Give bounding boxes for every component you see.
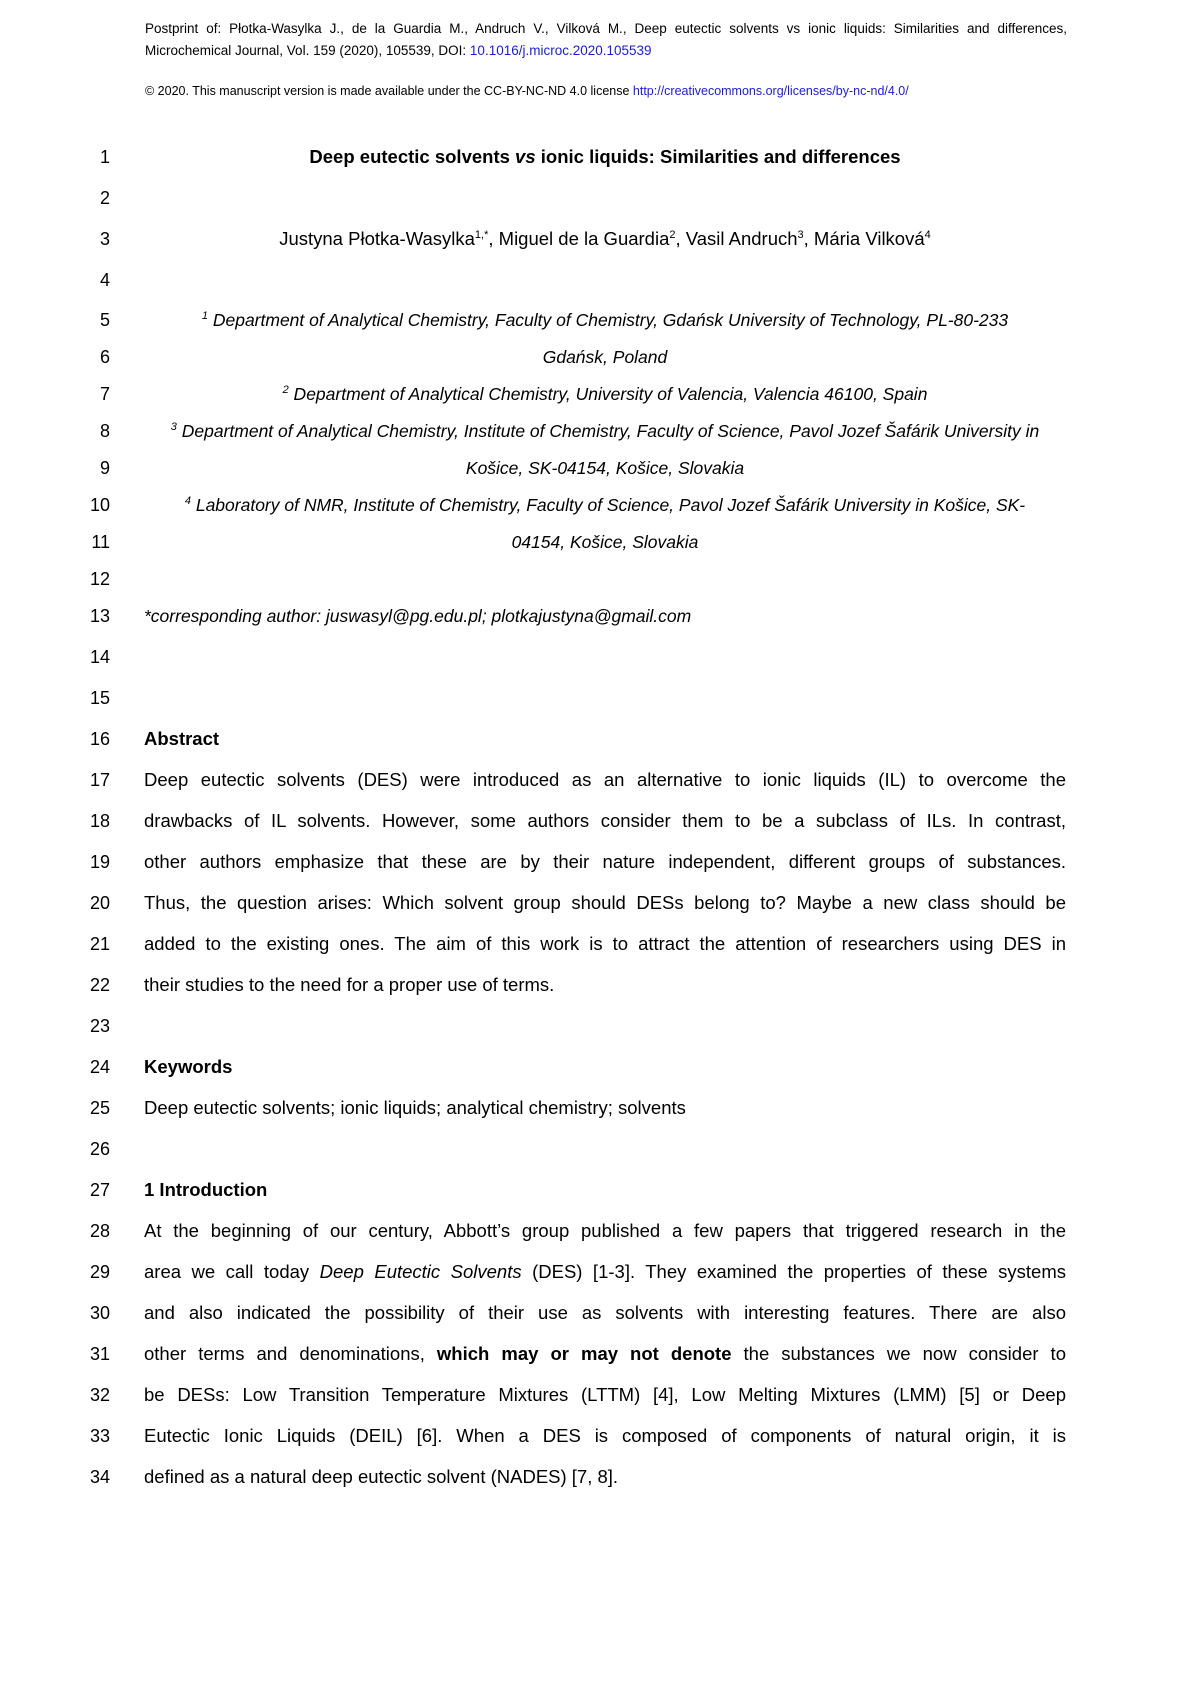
line-number: 34 xyxy=(89,1467,110,1487)
intro-line: be DESs: Low Transition Temperature Mixtures (LTTM) [4], Low Melting Mixtures (LMM) [5] or Deep xyxy=(144,1384,1066,1405)
keywords-text: Deep eutectic solvents; ionic liquids; analytical chemistry; solvents xyxy=(144,1097,686,1118)
line-number: 14 xyxy=(89,647,110,667)
affiliation-1-line-1 xyxy=(144,308,1066,332)
line-number: 10 xyxy=(89,495,110,515)
affil-3-text: Department of Analytical Chemistry, Institute of Chemistry, Faculty of Science, Pavol Jozef Šafárik University in xyxy=(176,421,1040,441)
author-2-affil: 2 xyxy=(669,228,676,241)
des-term: Deep Eutectic Solvents xyxy=(319,1261,522,1282)
line-number: 22 xyxy=(89,975,110,995)
intro-text: other terms and denominations, xyxy=(144,1343,437,1364)
line-number: 27 xyxy=(89,1180,110,1200)
line-number: 25 xyxy=(89,1098,110,1118)
keywords-heading: Keywords xyxy=(144,1056,233,1077)
line-number: 12 xyxy=(89,569,110,589)
line-number: 2 xyxy=(99,188,110,208)
author-list xyxy=(144,227,1066,251)
abstract-line: other authors emphasize that these are by their nature independent, different groups of substances. xyxy=(144,851,1066,872)
line-number: 33 xyxy=(89,1426,110,1446)
affil-2-text: Department of Analytical Chemistry, University of Valencia, Valencia 46100, Spain xyxy=(288,384,928,404)
author-3: , Vasil Andruch xyxy=(675,228,798,249)
line-number: 31 xyxy=(89,1344,110,1364)
line-number: 17 xyxy=(89,770,110,790)
license-link[interactable]: http://creativecommons.org/licenses/by-nc-nd/4.0/ xyxy=(632,84,909,98)
paper-title xyxy=(144,145,1066,169)
abstract-heading: Abstract xyxy=(144,728,220,749)
line-number: 32 xyxy=(89,1385,110,1405)
intro-line xyxy=(144,1260,1066,1284)
author-2: , Miguel de la Guardia xyxy=(488,228,670,249)
affil-4-text: Laboratory of NMR, Institute of Chemistry, Faculty of Science, Pavol Jozef Šafárik University in Košice, SK- xyxy=(190,495,1026,515)
intro-text: area we call today xyxy=(144,1261,320,1282)
affil-1-mark: 1 xyxy=(201,310,208,323)
line-number: 4 xyxy=(99,270,110,290)
citation-text: Postprint of: Płotka-Wasylka J., de la Guardia M., Andruch V., Vilková M., Deep eutectic solvents vs ionic liquids: Similarities and differences, Microchemical Journal, Vol. 159 (2020), 105539, DOI: xyxy=(145,21,1067,58)
title-vs: vs xyxy=(515,146,536,167)
affiliation-1-line-2: Gdańsk, Poland xyxy=(542,347,668,367)
intro-line: Eutectic Ionic Liquids (DEIL) [6]. When a DES is composed of components of natural origin, it is xyxy=(144,1425,1066,1446)
line-number: 21 xyxy=(89,934,110,954)
title-part-2: ionic liquids: Similarities and differences xyxy=(535,146,901,167)
line-number: 11 xyxy=(91,532,110,552)
line-number: 20 xyxy=(89,893,110,913)
intro-line: and also indicated the possibility of their use as solvents with interesting features. There are also xyxy=(144,1302,1066,1323)
abstract-line: drawbacks of IL solvents. However, some authors consider them to be a subclass of ILs. In contrast, xyxy=(144,810,1066,831)
affil-4-mark: 4 xyxy=(184,495,191,508)
intro-line: At the beginning of our century, Abbott’s group published a few papers that triggered research in the xyxy=(144,1220,1066,1241)
author-4: , Mária Vilková xyxy=(803,228,925,249)
license-text: © 2020. This manuscript version is made available under the CC-BY-NC-ND 4.0 license xyxy=(145,84,633,98)
line-number: 29 xyxy=(89,1262,110,1282)
line-number: 1 xyxy=(99,147,110,167)
author-4-affil: 4 xyxy=(924,228,931,241)
line-number: 9 xyxy=(99,458,110,478)
author-1-affil: 1,* xyxy=(474,228,489,241)
intro-line xyxy=(144,1342,1066,1366)
line-number: 16 xyxy=(89,729,110,749)
affiliation-4-line-2: 04154, Košice, Slovakia xyxy=(511,532,699,552)
line-number: 15 xyxy=(89,688,110,708)
author-1: Justyna Płotka-Wasylka xyxy=(279,228,475,249)
abstract-line: Deep eutectic solvents (DES) were introduced as an alternative to ionic liquids (IL) to overcome the xyxy=(144,769,1066,790)
intro-line: defined as a natural deep eutectic solvent (NADES) [7, 8]. xyxy=(144,1466,619,1487)
author-3-affil: 3 xyxy=(797,228,804,241)
corresponding-author: *corresponding author: juswasyl@pg.edu.pl; plotkajustyna@gmail.com xyxy=(144,606,692,626)
abstract-line: their studies to the need for a proper use of terms. xyxy=(144,974,555,995)
line-number: 23 xyxy=(89,1016,110,1036)
line-number: 13 xyxy=(89,606,110,626)
license-note xyxy=(145,80,1067,102)
affiliation-3-line-1 xyxy=(144,419,1066,443)
emphasis-text: which may or may not denote xyxy=(436,1343,732,1364)
line-number: 6 xyxy=(99,347,110,367)
affiliation-2 xyxy=(144,382,1066,406)
line-number: 19 xyxy=(89,852,110,872)
line-number: 8 xyxy=(99,421,110,441)
line-number: 7 xyxy=(99,384,110,404)
intro-text: the substances we now consider to xyxy=(731,1343,1066,1364)
line-number: 3 xyxy=(99,229,110,249)
affil-1-text: Department of Analytical Chemistry, Faculty of Chemistry, Gdańsk University of Technology, PL-80-233 xyxy=(207,310,1009,330)
introduction-heading: 1 Introduction xyxy=(144,1179,268,1200)
abstract-line: Thus, the question arises: Which solvent group should DESs belong to? Maybe a new class should be xyxy=(144,892,1066,913)
line-number: 18 xyxy=(89,811,110,831)
doi-link[interactable]: 10.1016/j.microc.2020.105539 xyxy=(469,43,652,58)
line-number: 24 xyxy=(89,1057,110,1077)
postprint-citation xyxy=(145,18,1067,62)
title-part-1: Deep eutectic solvents xyxy=(309,146,516,167)
line-number: 5 xyxy=(99,310,110,330)
affil-2-mark: 2 xyxy=(282,384,289,397)
intro-text: (DES) [1-3]. They examined the properties of these systems xyxy=(521,1261,1066,1282)
line-number: 28 xyxy=(89,1221,110,1241)
line-number: 26 xyxy=(89,1139,110,1159)
abstract-line: added to the existing ones. The aim of this work is to attract the attention of researchers using DES in xyxy=(144,933,1066,954)
affil-3-mark: 3 xyxy=(170,421,177,434)
affiliation-3-line-2: Košice, SK-04154, Košice, Slovakia xyxy=(465,458,745,478)
affiliation-4-line-1 xyxy=(144,493,1066,517)
line-number: 30 xyxy=(89,1303,110,1323)
